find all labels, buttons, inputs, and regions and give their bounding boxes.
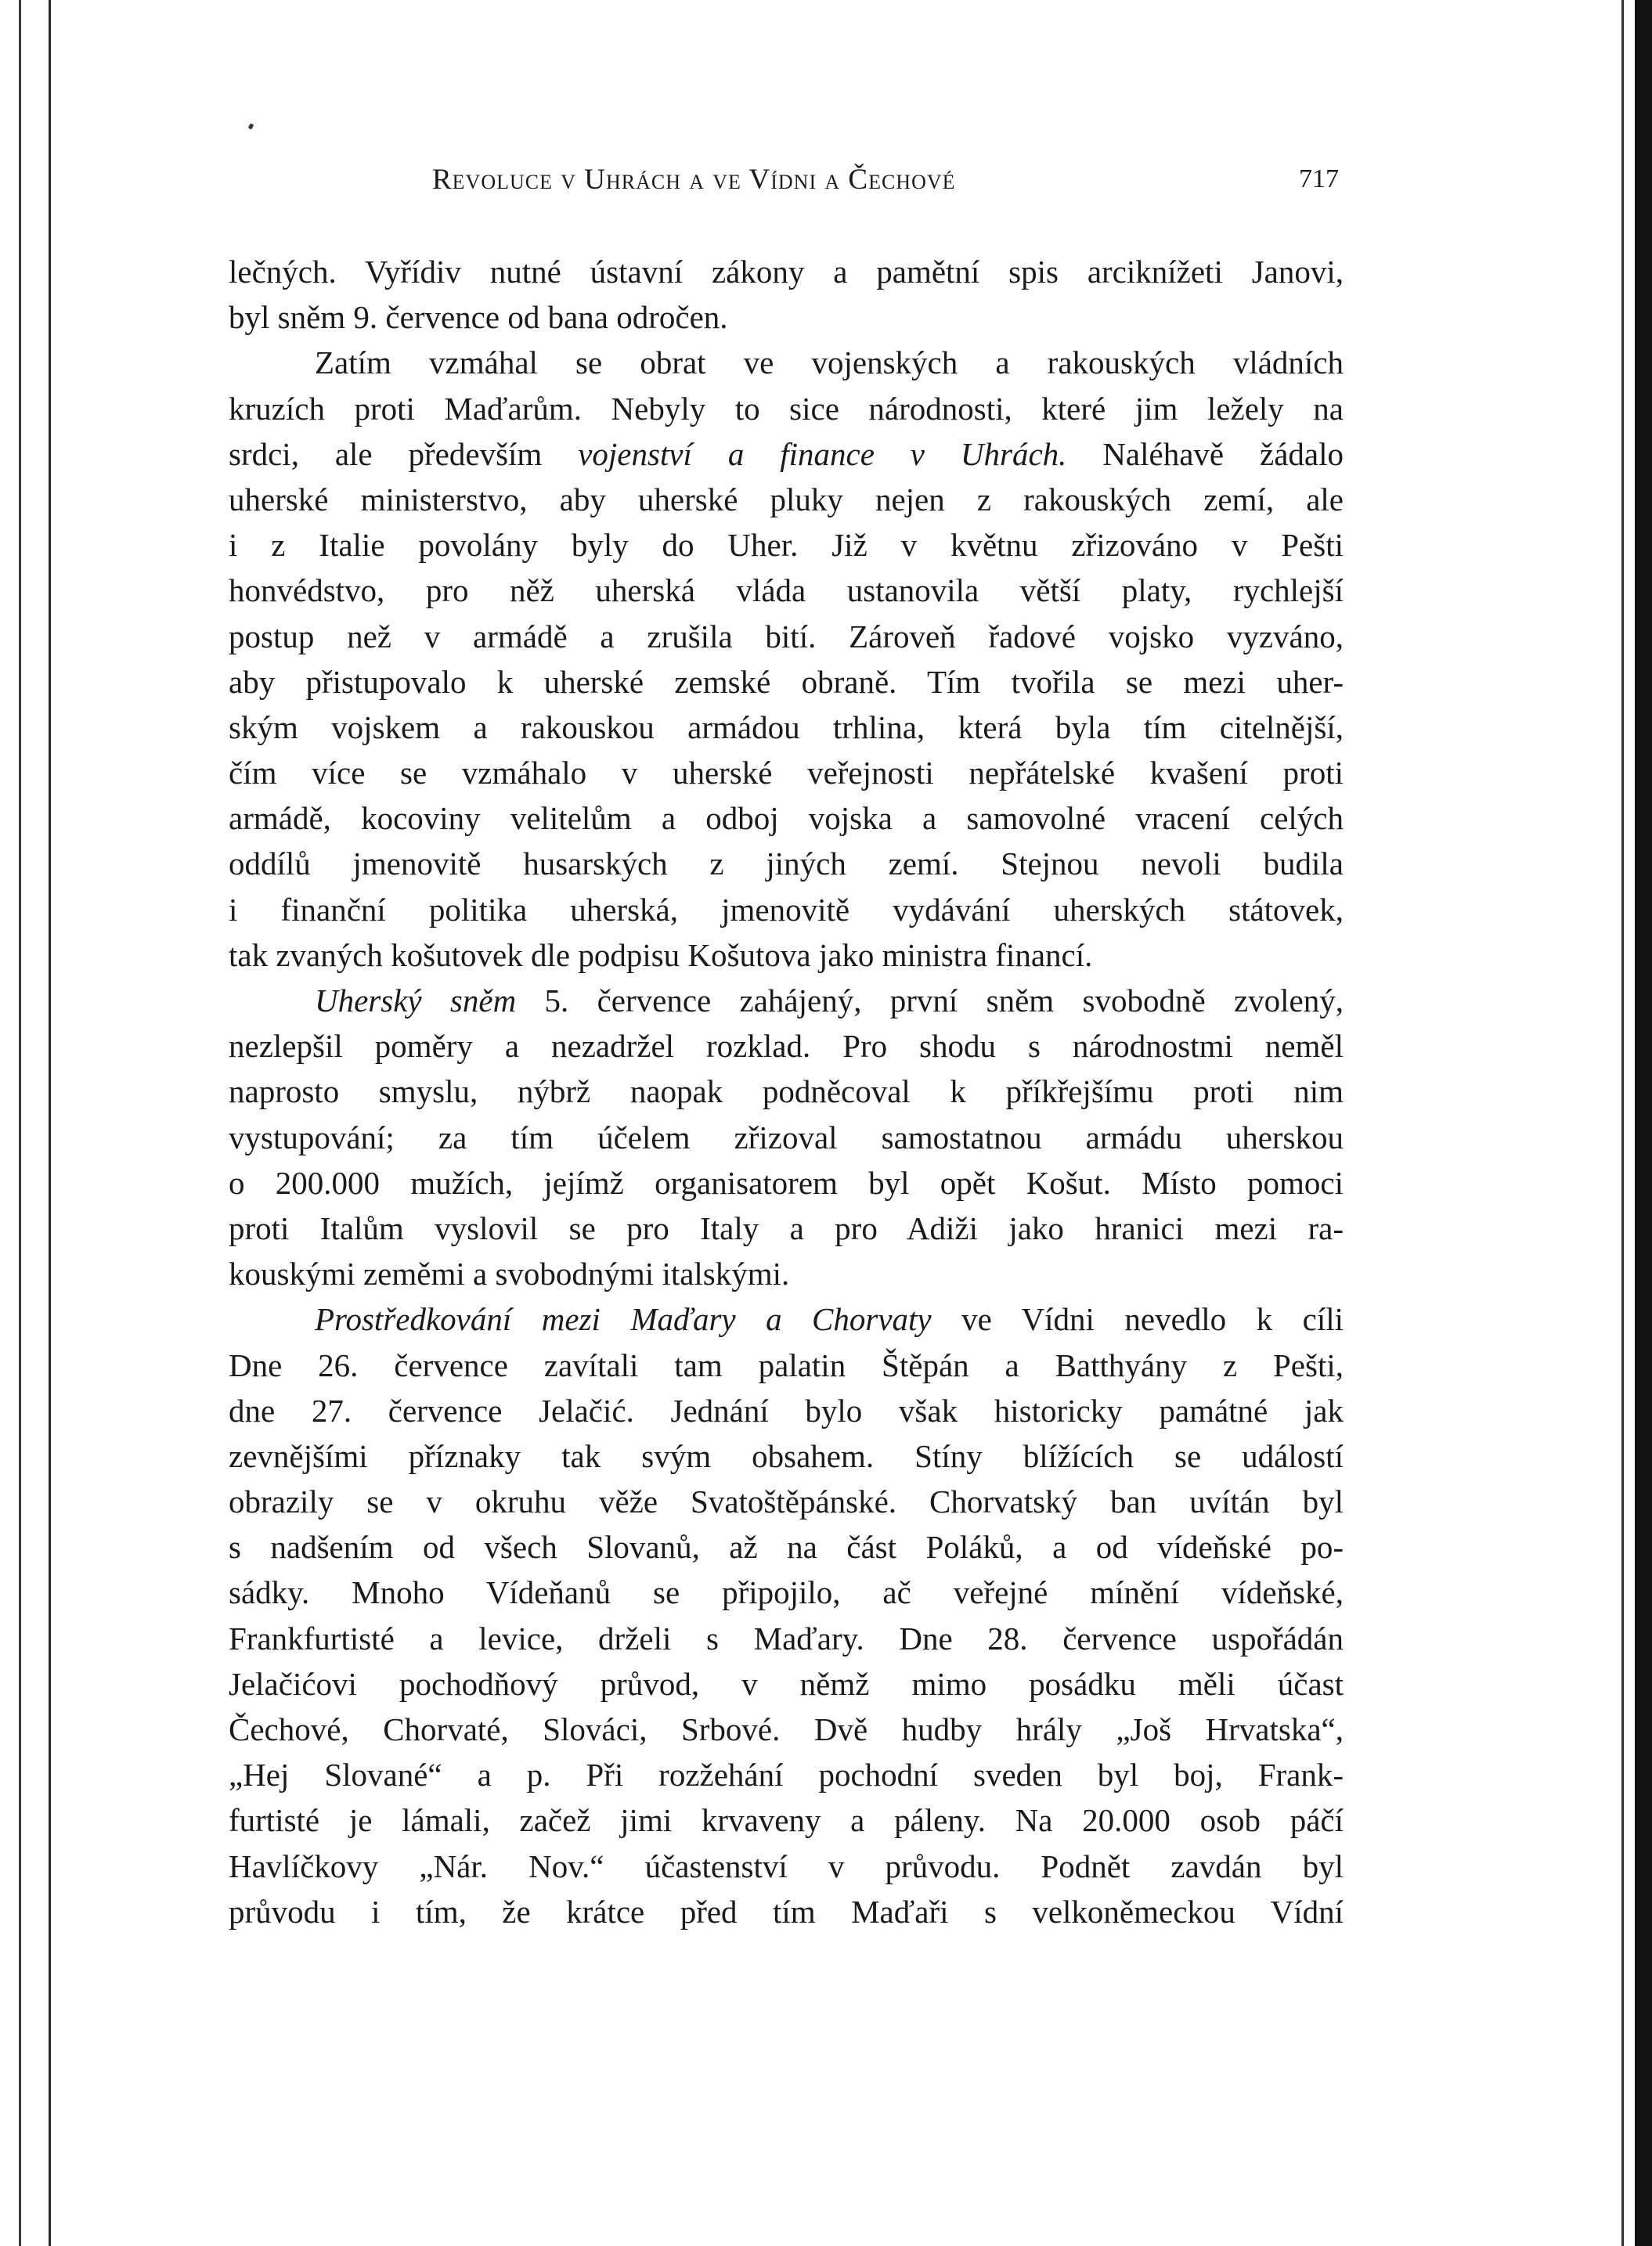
text-line: furtisté je lámali, začež jimi krvaveny a páleny. Na 20.000 osob páčí xyxy=(229,1802,1344,1839)
text-line: postup než v armádě a zrušila bití. Zároveň řadové vojsko vyzváno, xyxy=(229,618,1344,654)
scan-edge-left xyxy=(0,0,51,2246)
text-line: Prostředkování mezi Maďary a Chorvaty ve Vídni nevedlo k cíli xyxy=(315,1301,1344,1338)
text-line: sádky. Mnoho Vídeňanů se připojilo, ač veřejné mínění vídeňské, xyxy=(229,1574,1344,1611)
text-line: proti Italům vyslovil se pro Italy a pro Adiži jako hranici mezi ra- xyxy=(229,1210,1344,1246)
page-number: 717 xyxy=(1299,164,1339,193)
text-line: čím více se vzmáhalo v uherské veřejnosti nepřátelské kvašení proti xyxy=(229,755,1344,791)
scan-edge-right xyxy=(1635,0,1652,2246)
text-line: ským vojskem a rakouskou armádou trhlina, která byla tím citelnější, xyxy=(229,708,1344,745)
text-line: oddílů jmenovitě husarských z jiných zemí. Stejnou nevoli budila xyxy=(229,845,1344,882)
text-line: dne 27. července Jelačić. Jednání bylo však historicky památné jak xyxy=(229,1392,1344,1429)
text-line: tak zvaných košutovek dle podpisu Košutova jako ministra financí. xyxy=(229,936,1093,973)
text-line: nezlepšil poměry a nezadržel rozklad. Pro shodu s národnostmi neměl xyxy=(229,1028,1344,1065)
text-line: „Hej Slované“ a p. Při rozžehání pochodní sveden byl boj, Frank- xyxy=(229,1757,1344,1794)
text-line: i finanční politika uherská, jmenovitě vydávání uherských státovek, xyxy=(229,891,1344,928)
text-line: průvodu i tím, že krátce před tím Maďaři s velkoněmeckou Vídní xyxy=(229,1893,1344,1930)
text-line: o 200.000 mužích, jejímž organisatorem byl opět Košut. Místo pomoci xyxy=(229,1164,1344,1201)
body-text xyxy=(229,249,1344,1934)
text-line: uherské ministerstvo, aby uherské pluky nejen z rakouských zemí, ale xyxy=(229,481,1344,517)
text-line: i z Italie povolány byly do Uher. Již v květnu zřizováno v Pešti xyxy=(229,527,1344,564)
text-line: Zatím vzmáhal se obrat ve vojenských a rakouských vládních xyxy=(315,344,1344,381)
text-line: Uherský sněm 5. července zahájený, první sněm svobodně zvolený, xyxy=(315,982,1344,1018)
text-line: obrazily se v okruhu věže Svatoštěpánské. Chorvatský ban uvítán byl xyxy=(229,1484,1344,1520)
text-line: armádě, kocoviny velitelům a odboj vojska a samovolné vracení celých xyxy=(229,800,1344,837)
text-line: naprosto smyslu, nýbrž naopak podněcoval k příkřejšímu proti nim xyxy=(229,1073,1344,1110)
text-line: kouskými zeměmi a svobodnými italskými. xyxy=(229,1256,790,1292)
text-line: srdci, ale především vojenství a finance v Uhrách. Naléhavě žádalo xyxy=(229,435,1344,472)
text-line: Havlíčkovy „Nár. Nov.“ účastenství v průvodu. Podnět zavdán byl xyxy=(229,1848,1344,1884)
text-line: zevnějšími příznaky tak svým obsahem. Stíny blížících se událostí xyxy=(229,1437,1344,1474)
running-head xyxy=(227,163,1339,202)
text-line: vystupování; za tím účelem zřizoval samostatnou armádu uherskou xyxy=(229,1119,1344,1155)
scan-edge-right-line xyxy=(1621,0,1624,2246)
text-line: aby přistupovalo k uherské zemské obraně. Tím tvořila se mezi uher- xyxy=(229,663,1344,700)
text-line: honvédstvo, pro něž uherská vláda ustanovila větší platy, rychlejší xyxy=(229,572,1344,609)
scan-speck xyxy=(248,123,254,130)
text-line: Jelačićovi pochodňový průvod, v němž mimo posádku měli účast xyxy=(229,1665,1344,1702)
text-line: s nadšením od všech Slovanů, až na část Poláků, a od vídeňské po- xyxy=(229,1529,1344,1566)
text-line: kruzích proti Maďarům. Nebyly to sice národnosti, které jim ležely na xyxy=(229,390,1344,427)
text-line: Frankfurtisté a levice, drželi s Maďary. Dne 28. července uspořádán xyxy=(229,1620,1344,1657)
text-line: Čechové, Chorvaté, Slováci, Srbové. Dvě hudby hrály „Još Hrvatska“, xyxy=(229,1711,1344,1747)
text-line: byl sněm 9. července od bana odročen. xyxy=(229,299,728,336)
text-line: Dne 26. července zavítali tam palatin Štěpán a Batthyány z Pešti, xyxy=(229,1347,1344,1383)
running-head-title: Revoluce v Uhrách a ve Vídni a Čechové xyxy=(432,164,956,196)
text-line: lečných. Vyřídiv nutné ústavní zákony a pamětní spis arciknížeti Janovi, xyxy=(229,254,1344,290)
